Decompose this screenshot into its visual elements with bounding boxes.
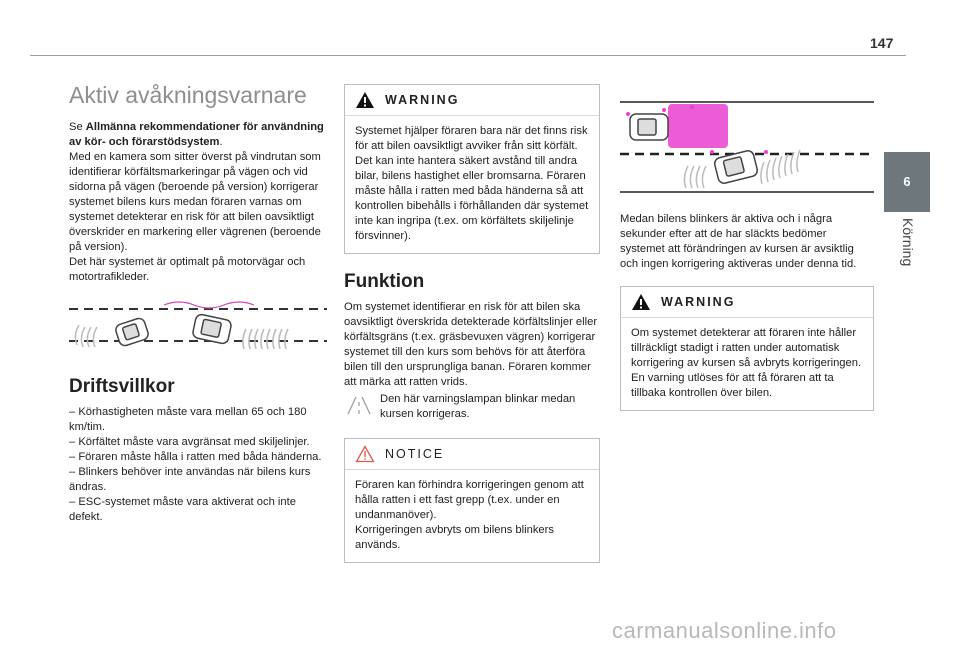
lane-correction-illustration: [69, 299, 327, 359]
list-item: – Föraren måste hålla i ratten med båda händerna.: [69, 451, 322, 463]
warning-label-2: WARNING: [661, 294, 736, 309]
notice-text-1: Föraren kan förhindra korrigeringen genom att hålla ratten i ett fast grepp (t.ex. under en undanmanöver).: [355, 479, 584, 521]
warning-triangle-icon: [355, 91, 375, 109]
notice-box: [344, 438, 600, 563]
motion-trail: [75, 325, 288, 349]
warning-header: [345, 85, 599, 115]
intro-paragraph: [69, 120, 327, 150]
list-item: – Körfältet måste vara avgränsat med skiljelinjer.: [69, 436, 310, 448]
notice-triangle-icon: [355, 445, 375, 463]
chapter-label: [892, 218, 922, 318]
page-number: 147: [870, 35, 894, 51]
intro-suffix: .: [219, 136, 223, 148]
list-item: – ESC-systemet måste vara aktiverat och inte defekt.: [69, 496, 296, 523]
warning-label: WARNING: [385, 92, 460, 107]
column-right: [620, 84, 874, 427]
car-icon-1: [114, 317, 149, 347]
car-icon-rear: [713, 150, 758, 185]
list-item: – Körhastigheten måste vara mellan 65 och 180 km/tim.: [69, 406, 307, 433]
page-title: Aktiv avåkningsvarnare: [69, 82, 307, 108]
warning-text-2: Om systemet detekterar att föraren inte håller tillräckligt stadigt i ratten under automatisk korrigering av kursen så avbryts korrigeringen. En varning utlöses för att få föraren att ta tillbaka kontrollen över bilen.: [631, 327, 862, 399]
notice-text-2: Korrigeringen avbryts om bilens blinkers används.: [355, 524, 554, 551]
lamp-text: Den här varningslampan blinkar medan kursen korrigeras.: [380, 393, 576, 420]
notice-header: [345, 439, 599, 469]
lane-change-zone: [668, 104, 728, 148]
intro-prefix: Se: [69, 121, 86, 133]
function-heading: Funktion: [344, 271, 425, 292]
chapter-tab[interactable]: 6: [884, 152, 930, 212]
header-rule: [30, 55, 906, 56]
warning-box-2: [620, 286, 874, 411]
description-paragraph: Med en kamera som sitter överst på vindrutan som identifierar körfältsmarkeringar på vägen och vid sidorna på vägen (beroende på version) korrigerar systemet bilens kurs medan föraren varnas om systemet detekterar en risk för att bilen oavsiktligt överskrider en markering eller vägrenen (beroende på version).: [69, 151, 321, 253]
list-item: – Blinkers behöver inte användas när bilens kurs ändras.: [69, 466, 311, 493]
optimal-use-paragraph: Det här systemet är optimalt på motorvägar och motortrafikleder.: [69, 256, 306, 283]
conditions-list: [69, 405, 327, 525]
warning-box: [344, 84, 600, 254]
blinker-illustration: [620, 92, 874, 196]
column-left: [69, 80, 327, 525]
warning-lamp-note: [344, 392, 600, 422]
car-icon-2: [192, 314, 232, 345]
conditions-heading: Driftsvillkor: [69, 376, 175, 397]
warning-header-2: [621, 287, 873, 317]
notice-label: NOTICE: [385, 446, 445, 461]
function-paragraph: Om systemet identifierar en risk för att bilen ska oavsiktligt överskrida detekterade körfältslinjer eller körfältsgräns (t.ex. gräsbevuxen vägren) korrigerar systemet till den kurs som behövs för att återföra bilen till den ursprungliga banan. Föraren kommer att märka att ratten vrids.: [344, 301, 598, 388]
lane-warning-lamp-icon: [344, 394, 374, 416]
warning-triangle-icon: [631, 293, 651, 311]
chapter-title: Körning: [900, 218, 916, 267]
watermark: carmanualsonline.info: [612, 618, 837, 643]
car-icon-front: [630, 114, 668, 140]
intro-reference-link[interactable]: Allmänna rekommendationer för användning av kör- och förarstödsystem: [69, 121, 324, 148]
warning-text: Systemet hjälper föraren bara när det finns risk för att bilen oavsiktligt avviker från sitt körfält. Det kan inte hantera säkert avstånd till andra bilar, bilens hastighet eller bromsarna. Föraren måste hålla i ratten med båda händerna så att kontrollen bibehålls i förhållanden där systemet inte kan ingripa (t.ex. om körfältets skiljelinje försvinner).: [355, 125, 589, 242]
column-middle: [344, 84, 600, 579]
blinker-paragraph: Medan bilens blinkers är aktiva och i några sekunder efter att de har släckts bedömer systemet att förändringen av kursen är avsiktlig och ingen korrigering aktiveras under denna tid.: [620, 213, 857, 270]
